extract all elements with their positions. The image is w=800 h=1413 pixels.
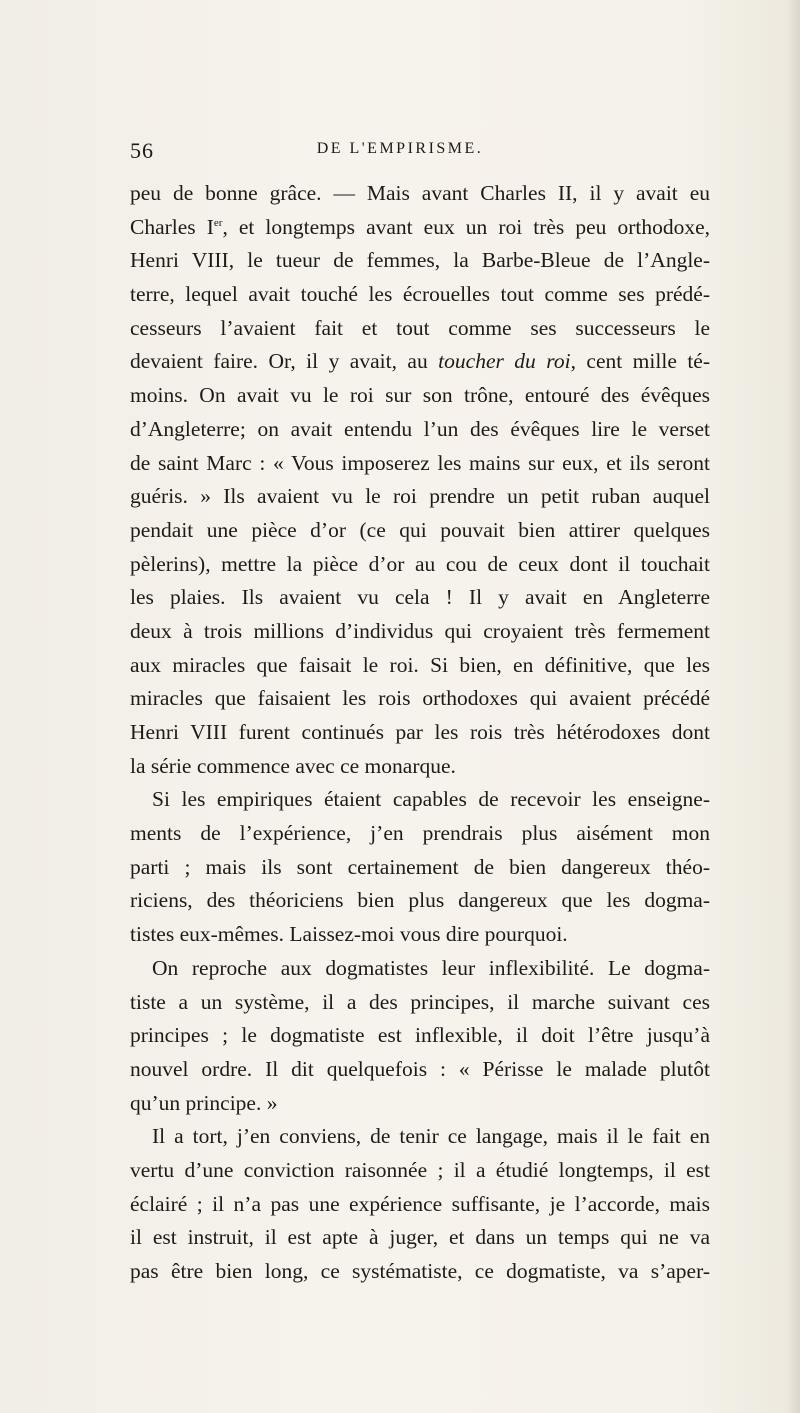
text-line: il est instruit, il est apte à juger, et dans un temps qui ne va [130, 1225, 710, 1250]
text-line: riciens, des théoriciens bien plus dangereux que les dogma- [130, 888, 710, 913]
italic-phrase: toucher du roi [438, 349, 571, 374]
text-line: éclairé ; il n’a pas une expérience suffisante, je l’accorde, mais [130, 1191, 710, 1216]
text-line: nouvel ordre. Il dit quelquefois : « Périsse le malade plutôt [130, 1056, 710, 1081]
text-line: Si les empiriques étaient capables de recevoir les enseigne- [152, 787, 710, 812]
text-line: Henri VIII, le tueur de femmes, la Barbe-Bleue de l’Angle- [130, 248, 710, 273]
text-line: guéris. » Ils avaient vu le roi prendre un petit ruban auquel [130, 484, 710, 509]
text-line: qu’un principe. » [130, 1090, 278, 1115]
superscript: er [213, 216, 223, 229]
text-line: ments de l’expérience, j’en prendrais plus aisément mon [130, 821, 710, 846]
running-title: DE L'EMPIRISME. [316, 140, 484, 157]
text-line: tiste a un système, il a des principes, il marche suivant ces [130, 989, 710, 1014]
text-line: vertu d’une conviction raisonnée ; il a étudié longtemps, il est [130, 1157, 710, 1182]
text-line: parti ; mais ils sont certainement de bien dangereux théo- [130, 854, 710, 879]
text-line: pendait une pièce d’or (ce qui pouvait bien attirer quelques [130, 517, 710, 542]
text-line: cesseurs l’avaient fait et tout comme ses successeurs le [130, 315, 710, 340]
text-line: Henri VIII furent continués par les rois très hétérodoxes dont [130, 720, 710, 744]
text-line: d’Angleterre; on avait entendu l’un des évêques lire le verset [130, 416, 710, 441]
text-line: miracles que faisaient les rois orthodoxes qui avaient précédé [130, 686, 710, 711]
text-line: moins. On avait vu le roi sur son trône, entouré des évêques [130, 383, 710, 408]
text-line: de saint Marc : « Vous imposerez les mains sur eux, et ils seront [130, 450, 710, 475]
text-line: Il a tort, j’en conviens, de tenir ce langage, mais il le fait en [152, 1124, 710, 1149]
text-line: aux miracles que faisait le roi. Si bien, en définitive, que les [130, 652, 710, 677]
text-line: la série commence avec ce monarque. [130, 753, 456, 778]
text-line: pas être bien long, ce systématiste, ce dogmatiste, va s’aper- [130, 1259, 710, 1283]
text-line: deux à trois millions d’individus qui croyaient très fermement [130, 618, 710, 643]
text-line: peu de bonne grâce. — Mais avant Charles II, il y avait eu [130, 181, 710, 205]
body-text [130, 177, 710, 1289]
text-line: On reproche aux dogmatistes leur inflexibilité. Le dogma- [152, 955, 710, 980]
running-head [0, 138, 800, 168]
text-line: les plaies. Ils avaient vu cela ! Il y avait en Angleterre [130, 585, 710, 610]
text-line: pèlerins), mettre la pièce d’or au cou de ceux dont il touchait [130, 551, 710, 576]
text-line: tistes eux-mêmes. Laissez-moi vous dire pourquoi. [130, 922, 568, 947]
page-edge-shadow [786, 0, 800, 1413]
page-number: 56 [130, 138, 154, 163]
text-line: devaient faire. Or, il y avait, au toucher du roi, cent mille té- [130, 349, 710, 374]
text-line: terre, lequel avait touché les écrouelles tout comme ses prédé- [130, 282, 710, 307]
text-line: principes ; le dogmatiste est inflexible, il doit l’être jusqu’à [130, 1023, 710, 1048]
text-line: Charles Ier, et longtemps avant eux un roi très peu orthodoxe, [130, 214, 710, 239]
